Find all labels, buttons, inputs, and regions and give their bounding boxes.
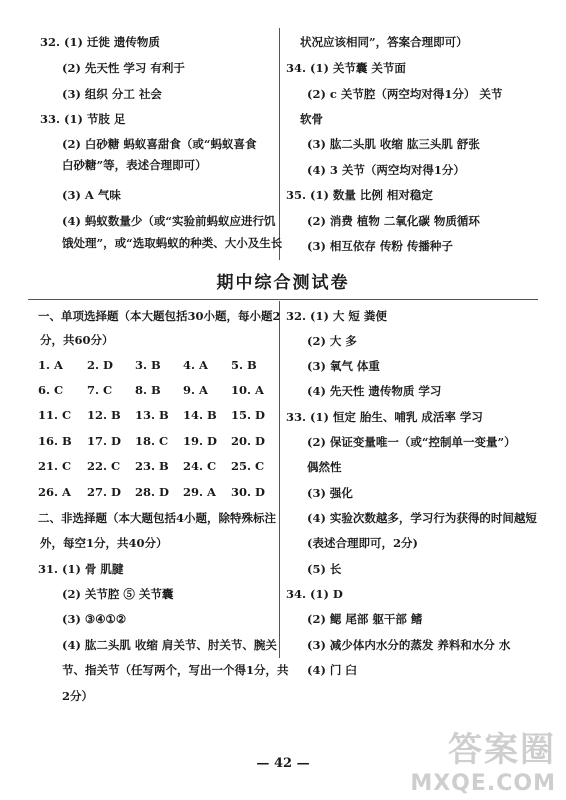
mc-answer: 24. C bbox=[183, 459, 217, 473]
mc-answer: 23. B bbox=[135, 459, 169, 473]
title-rule bbox=[28, 299, 538, 300]
answer-line: (3) 氧气 体重 bbox=[307, 359, 380, 373]
mc-answer: 15. D bbox=[231, 408, 265, 422]
section-header: 二、非选择题（本大题包括4小题，除特殊标注 bbox=[38, 511, 276, 525]
answer-line: 偶然性 bbox=[307, 460, 342, 474]
top-column-divider bbox=[279, 28, 280, 260]
mc-answer: 22. C bbox=[87, 459, 121, 473]
answer-line: 35. (1) 数量 比例 相对稳定 bbox=[286, 188, 433, 202]
mc-answer: 19. D bbox=[183, 434, 217, 448]
answer-line: (表述合理即可，2分) bbox=[307, 536, 418, 550]
mc-answer: 16. B bbox=[38, 434, 72, 448]
answer-line: (2) 消费 植物 二氧化碳 物质循环 bbox=[307, 214, 480, 228]
answer-line: (5) 长 bbox=[307, 562, 342, 576]
mc-answer: 17. D bbox=[87, 434, 121, 448]
answer-line: (2) 先天性 学习 有利于 bbox=[62, 61, 185, 75]
answer-line: (3) ③④①② bbox=[62, 612, 127, 626]
answer-line: (3) 组织 分工 社会 bbox=[62, 87, 162, 101]
answer-line: (4) 门 臼 bbox=[307, 663, 357, 677]
answer-line: (2) c 关节腔（两空均对得1分） 关节 bbox=[307, 87, 503, 101]
mc-answer: 30. D bbox=[231, 485, 265, 499]
mc-answer: 20. D bbox=[231, 434, 265, 448]
mc-answer: 11. C bbox=[38, 408, 72, 422]
mc-answer: 1. A bbox=[38, 358, 63, 372]
answer-line: 节、指关节（任写两个，写出一个得1分，共 bbox=[62, 663, 289, 677]
mc-answer: 9. A bbox=[183, 383, 208, 397]
answer-line: (4) 先天性 遗传物质 学习 bbox=[307, 384, 442, 398]
mc-answer: 18. C bbox=[135, 434, 169, 448]
section-header: 分，共60分） bbox=[40, 333, 114, 347]
answer-line: (2) 白砂糖 蚂蚁喜甜食（或“蚂蚁喜食 bbox=[62, 137, 257, 151]
mc-answer: 10. A bbox=[231, 383, 264, 397]
mc-answer: 2. D bbox=[87, 358, 113, 372]
answer-line: (2) 大 多 bbox=[307, 334, 357, 348]
answer-line: (4) 实验次数越多，学习行为获得的时间越短 bbox=[307, 511, 537, 525]
answer-line: (3) A 气味 bbox=[62, 188, 121, 202]
answer-line: (3) 肱二头肌 收缩 肱三头肌 舒张 bbox=[307, 137, 480, 151]
answer-line: (4) 肱二头肌 收缩 肩关节、肘关节、腕关 bbox=[62, 638, 277, 652]
mc-answer: 8. B bbox=[135, 383, 161, 397]
mc-answer: 3. B bbox=[135, 358, 161, 372]
answer-line: 33. (1) 恒定 胎生、哺乳 成活率 学习 bbox=[286, 410, 483, 424]
mc-answer: 13. B bbox=[135, 408, 169, 422]
mc-answer: 29. A bbox=[183, 485, 216, 499]
answer-line: 饿处理”，或“选取蚂蚁的种类、大小及生长 bbox=[62, 236, 283, 250]
mc-answer: 12. B bbox=[87, 408, 121, 422]
watermark-logo-text: 答案圈 bbox=[448, 730, 556, 770]
bottom-column-divider bbox=[279, 301, 280, 658]
answer-line: 34. (1) 关节囊 关节面 bbox=[286, 61, 406, 75]
section-title: 期中综合测试卷 bbox=[216, 273, 350, 293]
answer-line: (3) 相互依存 传粉 传播种子 bbox=[307, 239, 453, 253]
answer-line: 34. (1) D bbox=[286, 587, 343, 601]
answer-line: (2) 保证变量唯一（或“控制单一变量”） bbox=[307, 435, 516, 449]
answer-line: 软骨 bbox=[300, 112, 323, 126]
answer-line: (3) 强化 bbox=[307, 486, 353, 500]
answer-line: (3) 减少体内水分的蒸发 养料和水分 水 bbox=[307, 638, 511, 652]
answer-line: (4) 3 关节（两空均对得1分） bbox=[307, 163, 465, 177]
mc-answer: 27. D bbox=[87, 485, 121, 499]
answer-line: 状况应该相同”，答案合理即可） bbox=[300, 35, 468, 49]
mc-answer: 6. C bbox=[38, 383, 64, 397]
mc-answer: 14. B bbox=[183, 408, 217, 422]
answer-line: 2分） bbox=[62, 689, 94, 703]
answer-line: 33. (1) 节肢 足 bbox=[40, 112, 126, 126]
answer-line: (2) 关节腔 ⑤ 关节囊 bbox=[62, 587, 174, 601]
mc-answer: 21. C bbox=[38, 459, 72, 473]
mc-answer: 7. C bbox=[87, 383, 113, 397]
watermark-domain: MXQE.COM bbox=[410, 771, 556, 796]
answer-line: 32. (1) 大 短 粪便 bbox=[286, 309, 387, 323]
answer-line: 白砂糖”等，表述合理即可） bbox=[62, 158, 207, 172]
answer-line: 32. (1) 迁徙 遗传物质 bbox=[40, 35, 160, 49]
mc-answer: 26. A bbox=[38, 485, 71, 499]
mc-answer: 25. C bbox=[231, 459, 265, 473]
section-header: 外，每空1分，共40分） bbox=[40, 536, 168, 550]
section-header: 一、单项选择题（本大题包括30小题，每小题2 bbox=[38, 309, 281, 323]
answer-line: 31. (1) 骨 肌腱 bbox=[38, 562, 124, 576]
mc-answer: 28. D bbox=[135, 485, 169, 499]
mc-answer: 4. A bbox=[183, 358, 208, 372]
page-number: — 42 — bbox=[256, 756, 310, 771]
site-watermark bbox=[410, 722, 556, 796]
answer-line: (4) 蚂蚁数量少（或“实验前蚂蚁应进行饥 bbox=[62, 214, 276, 228]
answer-line: (2) 鳃 尾部 躯干部 鳍 bbox=[307, 612, 423, 626]
mc-answer: 5. B bbox=[231, 358, 257, 372]
